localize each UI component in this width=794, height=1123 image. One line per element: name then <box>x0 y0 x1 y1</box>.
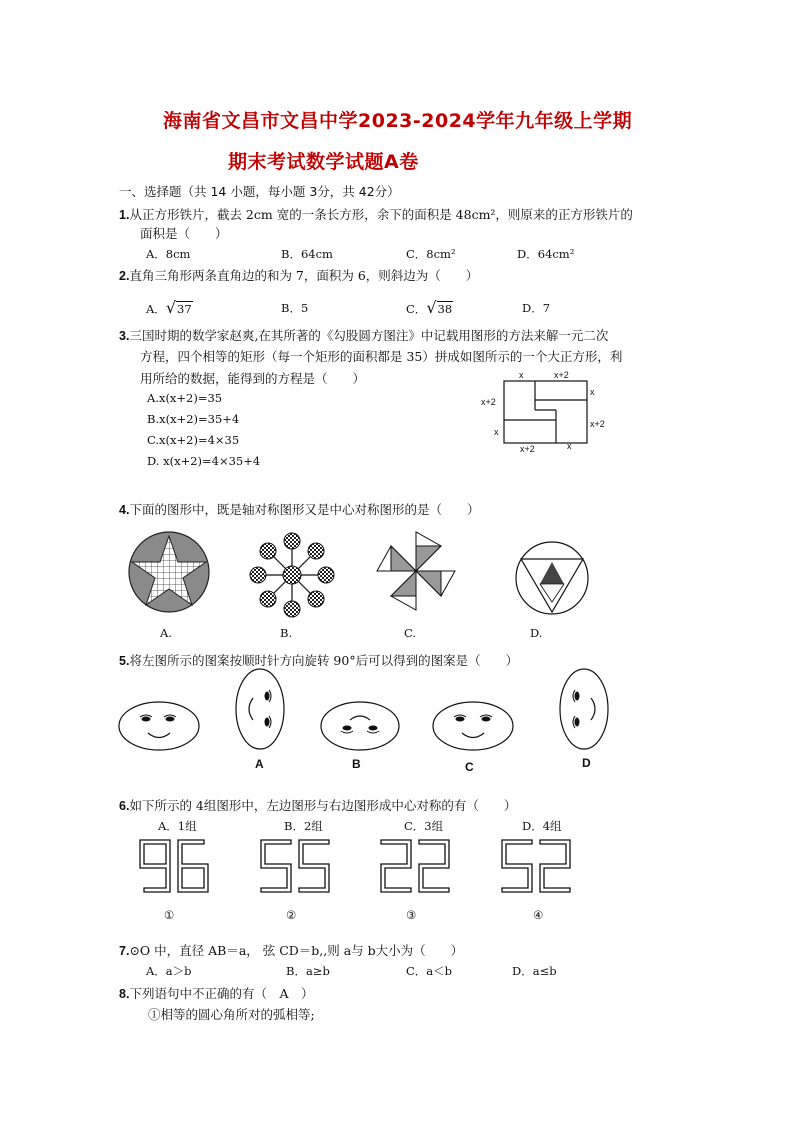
q5-option-d[interactable]: D <box>582 756 591 770</box>
q5-original-face <box>118 700 200 752</box>
q3-option-d[interactable]: D. x(x+2)=4×35+4 <box>147 454 261 468</box>
question-number: 2. <box>119 269 130 283</box>
q3-option-a[interactable]: A.x(x+2)=35 <box>147 391 223 405</box>
q6-circled-4: ④ <box>533 908 544 922</box>
label-x2-top: x+2 <box>554 370 569 380</box>
q4-figure-c-pinwheel[interactable] <box>375 530 457 612</box>
question-number: 3. <box>119 329 130 343</box>
question-3-line2: 方程，四个相等的矩形（每一个矩形的面积都是 35）拼成如图所示的一个大正方形，利 <box>140 349 623 364</box>
q3-option-b[interactable]: B.x(x+2)=35+4 <box>147 412 240 426</box>
q4-option-d[interactable]: D. <box>530 626 543 640</box>
q2-option-b[interactable]: B．5 <box>281 301 309 315</box>
q5-face-b[interactable] <box>320 700 400 752</box>
question-number: 5. <box>119 654 130 668</box>
question-text: 将左图所示的图案按顺时针方向旋转 90°后可以得到的图案是（ ） <box>129 653 519 668</box>
page-subtitle: 期末考试数学试题A卷 <box>228 151 419 173</box>
page-title: 海南省文昌市文昌中学2023-2024学年九年级上学期 <box>163 110 633 132</box>
question-text: 如下所示的 4组图形中，左边图形与右边图形成中心对称的有（ ） <box>129 798 517 813</box>
question-text: 三国时期的数学家赵爽,在其所著的《勾股圆方图注》中记载用图形的方法来解一元二次 <box>129 328 609 343</box>
question-7 <box>119 941 463 959</box>
q4-figure-d-triangle-circle[interactable] <box>514 540 590 616</box>
q4-figure-a-star-circle[interactable] <box>127 530 211 614</box>
q2-option-a[interactable]: A．√37 <box>146 298 192 317</box>
question-number: 1. <box>119 208 130 222</box>
radicand: 37 <box>177 302 192 316</box>
q6-option-c[interactable]: C．3组 <box>404 819 444 833</box>
label-x-left: x <box>494 427 499 437</box>
label-x-top: x <box>519 370 524 380</box>
question-number: 8. <box>119 987 130 1001</box>
question-3 <box>119 326 608 344</box>
q7-option-d[interactable]: D．a≤b <box>512 964 557 978</box>
q4-figure-b-flower[interactable] <box>250 533 334 617</box>
q8-statement-1: ①相等的圆心角所对的弧相等; <box>148 1007 315 1022</box>
label-x-right: x <box>590 387 595 397</box>
q6-digits-52 <box>500 838 576 894</box>
question-3-line3: 用所给的数据，能得到的方程是（ ） <box>140 371 366 386</box>
question-8 <box>119 984 313 1002</box>
question-number: 7. <box>119 944 130 958</box>
question-text: ⊙O 中，直径 AB＝a， 弦 CD＝b,,则 a与 b大小为（ ） <box>129 943 464 958</box>
q7-option-a[interactable]: A．a＞b <box>146 964 192 978</box>
q5-face-a[interactable] <box>234 667 286 751</box>
question-number: 6. <box>119 799 130 813</box>
question-text: 下列语句中不正确的有（ A ） <box>129 986 314 1001</box>
q6-circled-3: ③ <box>406 908 417 922</box>
q5-face-d[interactable] <box>558 667 610 751</box>
q3-square-figure <box>478 368 613 456</box>
q1-option-d[interactable]: D．64cm² <box>517 247 575 261</box>
option-prefix: C． <box>406 302 427 316</box>
label-x2-left: x+2 <box>481 397 496 407</box>
q2-option-c[interactable]: C．√38 <box>406 298 453 317</box>
q4-option-b[interactable]: B. <box>280 626 293 640</box>
question-2 <box>119 266 478 284</box>
q6-option-d[interactable]: D．4组 <box>522 819 562 833</box>
q6-option-b[interactable]: B．2组 <box>284 819 323 833</box>
q4-option-c[interactable]: C. <box>404 626 417 640</box>
q6-circled-2: ② <box>286 908 297 922</box>
question-4 <box>119 500 479 518</box>
q5-option-a[interactable]: A <box>255 757 264 771</box>
q1-option-c[interactable]: C．8cm² <box>406 247 456 261</box>
q1-option-a[interactable]: A．8cm <box>146 247 191 261</box>
question-1 <box>119 205 633 223</box>
question-text: 从正方形铁片，截去 2cm 宽的一条长方形，余下的面积是 48cm²，则原来的正方形铁片的 <box>129 207 633 222</box>
q5-option-c[interactable]: C <box>465 760 474 774</box>
question-5 <box>119 651 518 669</box>
label-x2-right: x+2 <box>590 419 605 429</box>
question-text: 下面的图形中，既是轴对称图形又是中心对称图形的是（ ） <box>129 502 480 517</box>
q2-option-d[interactable]: D．7 <box>522 301 551 315</box>
q6-digits-96 <box>138 838 214 894</box>
q5-option-b[interactable]: B <box>352 757 361 771</box>
option-prefix: A． <box>146 302 166 316</box>
question-text: 直角三角形两条直角边的和为 7，面积为 6，则斜边为（ ） <box>129 268 479 283</box>
question-6 <box>119 796 516 814</box>
q1-option-b[interactable]: B．64cm <box>281 247 333 261</box>
question-1-line2: 面积是（ ） <box>140 226 228 241</box>
section-heading: 一、选择题（共 14 小题，每小题 3分，共 42分） <box>119 184 400 199</box>
question-number: 4. <box>119 503 130 517</box>
q3-option-c[interactable]: C.x(x+2)=4×35 <box>147 433 240 447</box>
label-x-bottom: x <box>567 441 572 451</box>
q7-option-c[interactable]: C．a＜b <box>406 964 453 978</box>
label-x2-bottom: x+2 <box>520 444 535 454</box>
q4-option-a[interactable]: A. <box>160 626 172 640</box>
radicand: 38 <box>437 302 453 316</box>
q6-option-a[interactable]: A．1组 <box>158 819 197 833</box>
q6-digits-55 <box>259 838 335 894</box>
q6-digits-22 <box>379 838 455 894</box>
q7-option-b[interactable]: B．a≥b <box>286 964 330 978</box>
q6-circled-1: ① <box>164 908 175 922</box>
q5-face-c[interactable] <box>432 700 514 752</box>
